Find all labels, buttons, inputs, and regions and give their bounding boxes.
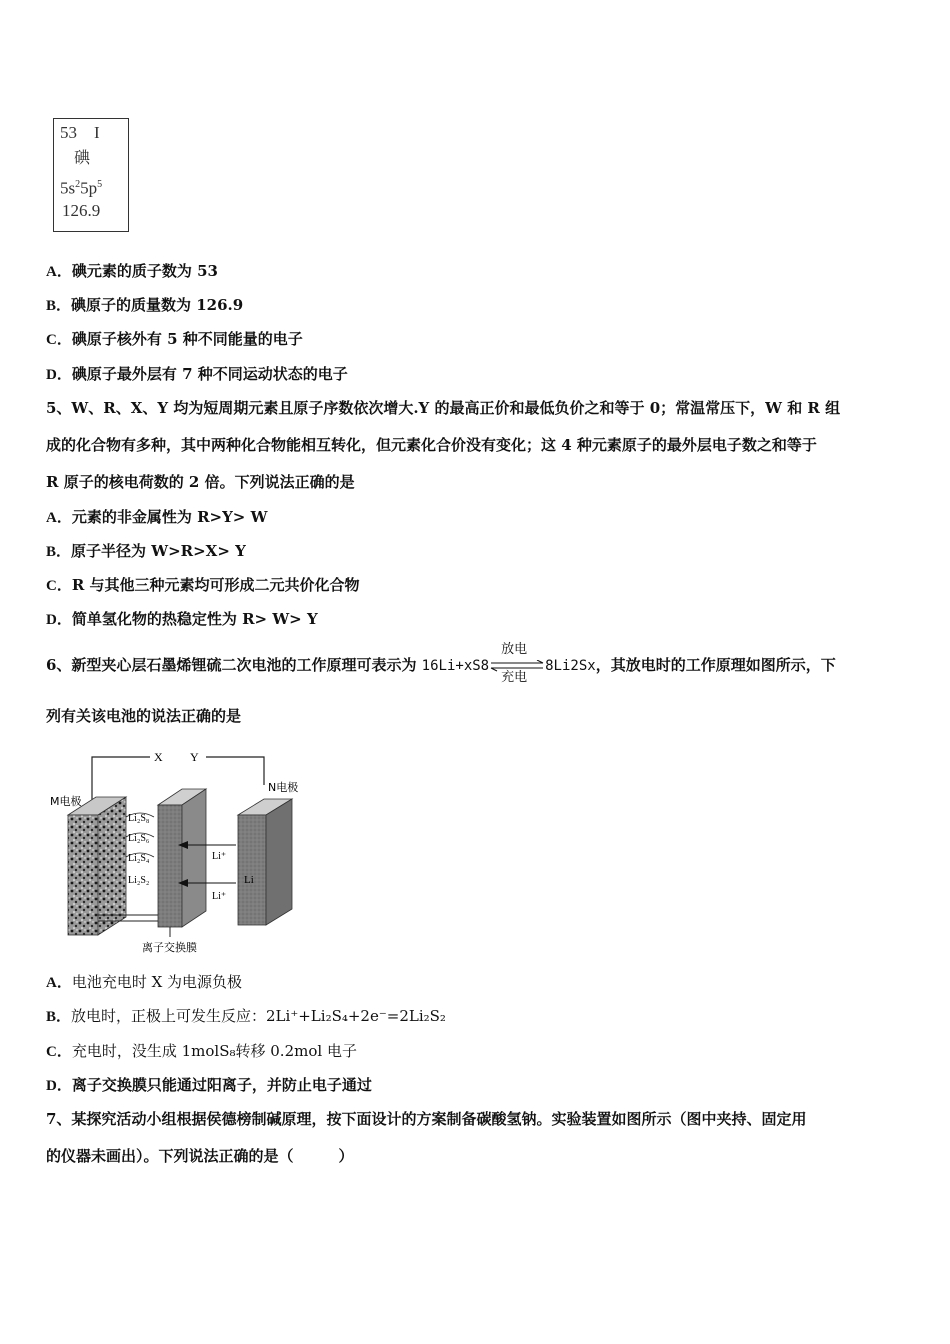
q5-stem-line2: 成的化合物有多种，其中两种化合物能相互转化，但元素化合价没有变化；这 4 种元素原子的最外层电子数之和等于 bbox=[46, 436, 817, 454]
q6-option-b: B．放电时，正极上可发生反应：2Li⁺+Li₂S₄+2e⁻=2Li₂S₂ bbox=[46, 1007, 446, 1025]
m-electrode-front bbox=[68, 815, 98, 935]
iodine-element-card bbox=[53, 118, 129, 232]
n-electrode-front bbox=[238, 815, 266, 925]
electron-config: $5s^25p^5$ bbox=[60, 178, 103, 198]
membrane-front bbox=[158, 805, 182, 927]
species-li2s2: Li₂S₂ bbox=[128, 875, 150, 886]
li-ion-label-1: Li⁺ bbox=[212, 851, 227, 862]
arrow-label-charge: 充电 bbox=[501, 670, 528, 685]
m-electrode-side bbox=[98, 797, 126, 935]
q4-option-a: A．碘元素的质子数为 53 bbox=[46, 262, 218, 280]
reaction-left: 16Li+xS8 bbox=[421, 658, 490, 674]
arrow-label-discharge: 放电 bbox=[501, 642, 528, 657]
terminal-y: Y bbox=[190, 750, 199, 764]
q5-stem-line3: R 原子的核电荷数的 2 倍。下列说法正确的是 bbox=[46, 473, 355, 491]
label-n-electrode: N电极 bbox=[268, 781, 299, 794]
li-ion-label-2: Li⁺ bbox=[212, 891, 227, 902]
reaction-right: 8Li2Sx bbox=[545, 658, 596, 674]
q7-stem-line1: 7、某探究活动小组根据侯德榜制碱原理，按下面设计的方案制备碳酸氢钠。实验装置如图所示（图中夹持、固定用 bbox=[46, 1110, 807, 1128]
species-li2s6: Li₂S₆ bbox=[128, 833, 150, 844]
q4-option-d: D．碘原子最外层有 7 种不同运动状态的电子 bbox=[46, 365, 348, 383]
q5-option-b: B．原子半径为 W>R>X> Y bbox=[46, 542, 246, 560]
q5-option-c: C．R 与其他三种元素均可形成二元共价化合物 bbox=[46, 576, 360, 594]
atomic-number: 53 bbox=[60, 123, 77, 142]
membrane-label: 离子交换膜 bbox=[142, 941, 197, 954]
q6-option-c: C．充电时，没生成 1molS₈转移 0.2mol 电子 bbox=[46, 1042, 357, 1060]
wire-y bbox=[206, 757, 264, 785]
q4-option-b: B．碘原子的质量数为 126.9 bbox=[46, 296, 244, 314]
n-electrode-side bbox=[266, 799, 292, 925]
element-symbol: I bbox=[94, 123, 100, 142]
li-metal-label: Li bbox=[244, 874, 254, 886]
q7-stem-line2: 的仪器未画出）。下列说法正确的是（ ） bbox=[46, 1147, 354, 1165]
q6-option-a: A．电池充电时 X 为电源负极 bbox=[46, 973, 243, 991]
q5-option-d: D．简单氢化物的热稳定性为 R> W> Y bbox=[46, 610, 318, 628]
q5-stem-line1: 5、W、R、X、Y 均为短周期元素且原子序数依次增大.Y 的最高正价和最低负价之和等于 0；常温常压下，W 和 R 组 bbox=[46, 399, 841, 417]
q4-option-c: C．碘原子核外有 5 种不同能量的电子 bbox=[46, 330, 303, 348]
q6-stem-line1: 6、新型夹心层石墨烯锂硫二次电池的工作原理可表示为 16Li+xS8 放电 充电 8Li2Sx，其放电时的工作原理如图所示，下 bbox=[46, 655, 836, 676]
label-m-electrode: M电极 bbox=[50, 795, 82, 808]
reversible-arrow bbox=[489, 642, 545, 685]
element-name: 碘 bbox=[74, 148, 91, 167]
q6-option-d: D．离子交换膜只能通过阳离子，并防止电子通过 bbox=[46, 1076, 372, 1094]
species-li2s8: Li₂S₈ bbox=[128, 813, 150, 824]
battery-diagram bbox=[46, 745, 316, 960]
membrane-side bbox=[182, 789, 206, 927]
q6-stem-line2: 列有关该电池的说法正确的是 bbox=[46, 707, 242, 725]
atomic-mass: 126.9 bbox=[62, 201, 101, 220]
species-li2s4: Li₂S₄ bbox=[128, 853, 150, 864]
q5-option-a: A．元素的非金属性为 R>Y> W bbox=[46, 508, 268, 526]
terminal-x: X bbox=[154, 750, 163, 764]
